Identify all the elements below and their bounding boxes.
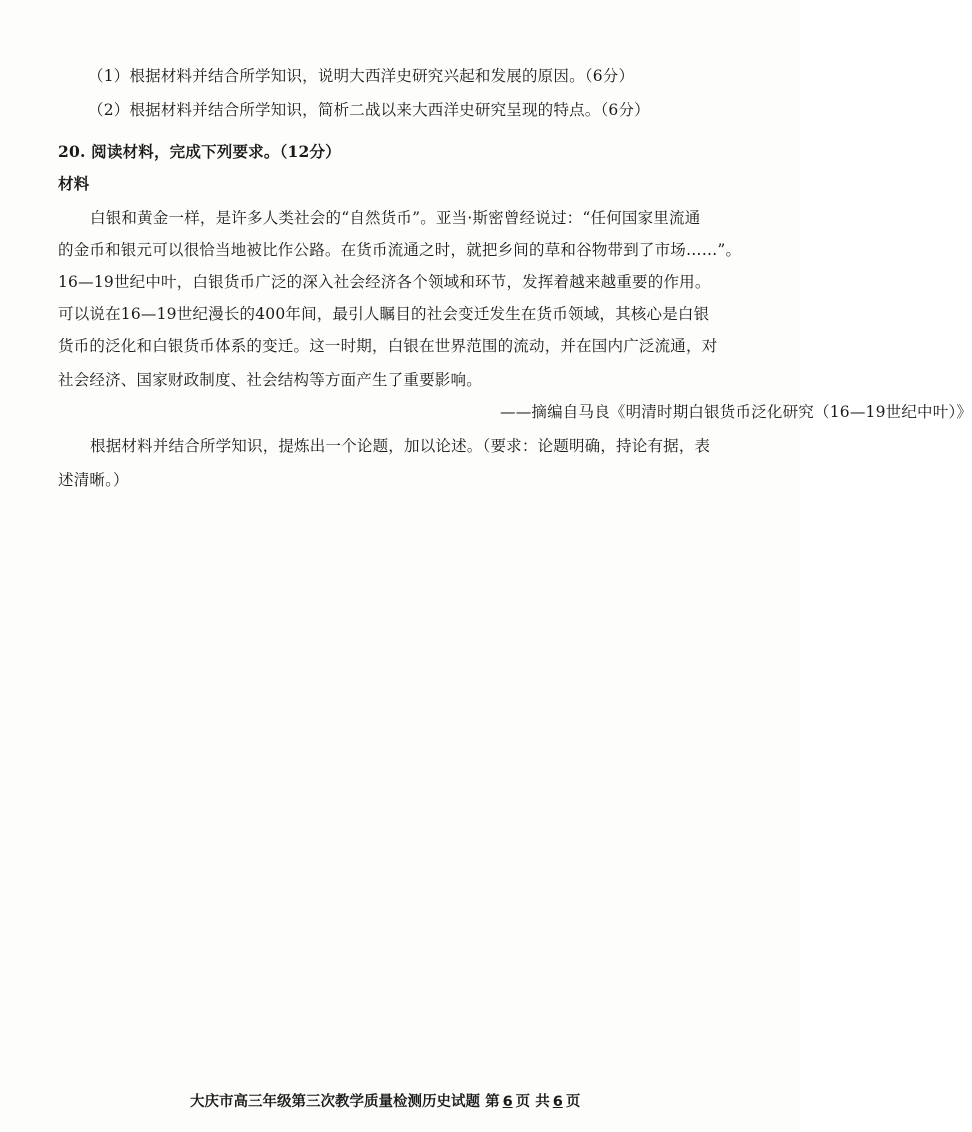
requirement-line-2: 述清晰。） bbox=[58, 471, 129, 489]
footer-page-total: 6 bbox=[552, 1094, 563, 1110]
footer-page-number: 6 bbox=[502, 1094, 513, 1110]
footer-title: 大庆市高三年级第三次教学质量检测历史试题 bbox=[190, 1094, 480, 1110]
material-line-5: 货币的泛化和白银货币体系的变迁。这一时期，白银在世界范围的流动，并在国内广泛流通，对 bbox=[58, 337, 718, 355]
material-line-6: 社会经济、国家财政制度、社会结构等方面产生了重要影响。 bbox=[58, 371, 482, 389]
question-19-part-1: （1）根据材料并结合所学知识，说明大西洋史研究兴起和发展的原因。（6分） bbox=[88, 67, 635, 85]
material-line-4: 可以说在16—19世纪漫长的400年间，最引人瞩目的社会变迁发生在货币领域，其核心是白银 bbox=[58, 305, 710, 323]
material-source: ——摘编自马良《明清时期白银货币泛化研究（16—19世纪中叶）》 bbox=[500, 403, 972, 421]
material-line-3: 16—19世纪中叶，白银货币广泛的深入社会经济各个领域和环节，发挥着越来越重要的作用。 bbox=[58, 273, 711, 291]
footer-page-mid: 页 共 bbox=[515, 1094, 550, 1110]
material-line-1: 白银和黄金一样，是许多人类社会的“自然货币”。亚当·斯密曾经说过：“任何国家里流通 bbox=[90, 209, 701, 227]
footer-page-suffix: 页 bbox=[565, 1094, 581, 1110]
requirement-line-1: 根据材料并结合所学知识，提炼出一个论题，加以论述。（要求：论题明确，持论有据，表 bbox=[90, 437, 711, 455]
question-20-title: 20. 阅读材料，完成下列要求。（12分） bbox=[58, 142, 341, 161]
material-line-2: 的金币和银元可以很恰当地被比作公路。在货币流通之时，就把乡间的草和谷物带到了市场……”。 bbox=[58, 241, 742, 259]
page-footer bbox=[190, 1090, 580, 1111]
material-label: 材料 bbox=[58, 174, 90, 193]
question-19-part-2: （2）根据材料并结合所学知识，简析二战以来大西洋史研究呈现的特点。（6分） bbox=[88, 101, 650, 119]
footer-page-prefix: 第 bbox=[485, 1094, 500, 1110]
